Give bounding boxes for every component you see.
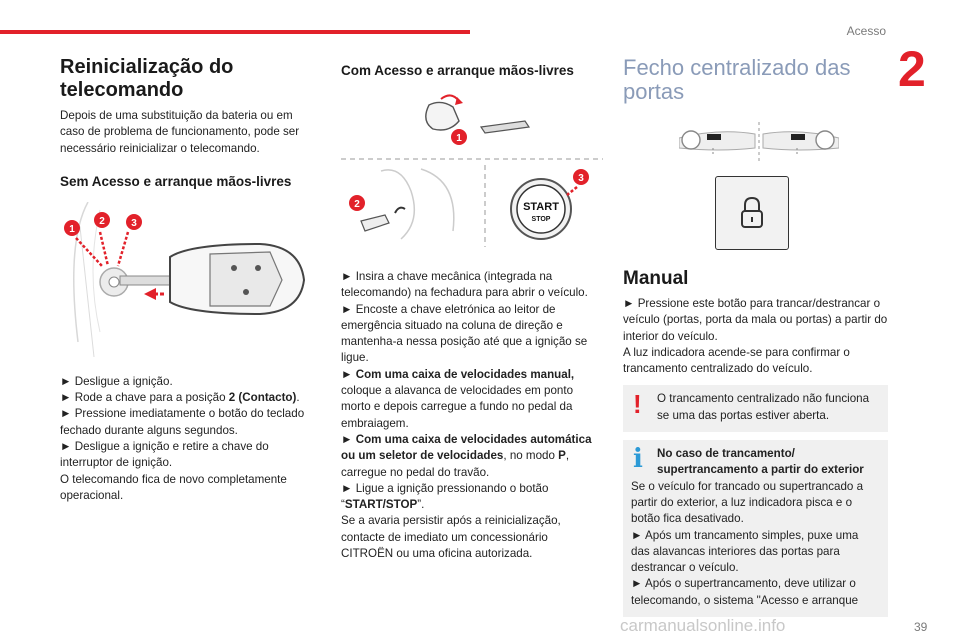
keyless-subtitle: Com Acesso e arranque mãos-livres [341,63,574,78]
keyless-illustration [341,91,603,247]
column-left [60,56,320,504]
central-locking-title: Fecho centralizado das portas [623,55,851,104]
step-start-stop: ► Ligue a ignição pressionando o botão “START/STOP”. [341,481,549,512]
dashboard-location-illustration [679,122,888,162]
info-icon: i [633,444,643,475]
info-text-1: Se o veículo for trancado ou supertrancado a partir do exterior, a luz indicadora pisca e o botão fica desativado. [631,479,864,526]
watermark: carmanualsonline.info [620,616,786,635]
key-ignition-illustration [60,202,320,364]
callout-2: 2 [99,215,105,227]
step-automatic-gearbox: ► Com uma caixa de velocidades automática ou um seletor de velocidades, no modo P, carregue no pedal do travão. [341,432,592,479]
step-insert-key: ► Insira a chave mecânica (integrada na telecomando) na fechadura para abrir o veículo. [341,270,588,300]
step-operational: O telecomando fica de novo completamente operacional. [60,472,287,502]
manual-steps [623,296,888,377]
step-manual-gearbox: ► Com uma caixa de velocidades manual, coloque a alavanca de velocidades em ponto morto e depois carregue a fundo no pedal da embraiagem. [341,367,575,430]
no-keyless-subtitle: Sem Acesso e arranque mãos-livres [60,173,292,189]
no-keyless-steps [60,374,320,504]
warning-icon: ! [633,389,642,420]
fault-persists: Se a avaria persistir após a reinicialização, contacte de imediato um concessionário CITROËN ou uma oficina autorizada. [341,514,561,561]
info-text-3: ► Após o supertrancamento, deve utilizar o telecomando, o sistema "Acesso e arranque [631,577,859,607]
chapter-number: 2 [898,41,926,97]
callout-1: 1 [69,223,75,235]
info-title: No caso de trancamento/ supertrancamento a partir do exterior [657,447,864,477]
page-number: 39 [914,620,928,634]
callout-3: 3 [131,217,137,229]
lock-button[interactable] [715,176,789,250]
info-text-2: ► Após um trancamento simples, puxe uma das alavancas interiores das portas para destrancar o veículo. [631,528,859,575]
callout-3: 3 [578,173,584,184]
step-ignition-off: ► Desligue a ignição. [60,374,173,388]
step-emergency-reader: ► Encoste a chave eletrónica ao leitor de emergência situado na coluna de direção e mantenha-a nessa posição até que a ignição se ligue. [341,302,588,365]
step-press-button: ► Pressione imediatamente o botão do teclado fechado durante alguns segundos. [60,407,305,437]
keyless-steps [341,269,603,562]
top-accent-bar [0,30,470,34]
press-lock-button: ► Pressione este botão para trancar/destrancar o veículo (portas, porta da mala ou portas) a partir do interior do veículo. [623,297,888,343]
info-note [623,440,888,617]
indicator-confirm: A luz indicadora acende-se para confirmar o trancamento centralizado do veículo. [623,345,850,376]
step-remove-key: ► Desligue a ignição e retire a chave do interruptor de ignição. [60,440,269,470]
section-name: Acesso [846,24,886,38]
column-middle [341,56,603,562]
manual-heading: Manual [623,268,689,289]
column-right [623,56,888,617]
start-label: START [523,201,559,213]
callout-2: 2 [354,199,360,210]
stop-label: STOP [531,216,551,223]
warning-text: O trancamento centralizado não funciona se uma das portas estiver aberta. [657,392,870,422]
warning-note [623,385,888,432]
remote-reset-title: Reinicialização do telecomando [60,56,234,101]
remote-reset-intro: Depois de uma substituição da bateria ou em caso de problema de funcionamento, pode ser necessário reinicializar o telecomando. [60,109,300,155]
step-turn-key: ► Rode a chave para a posição 2 (Contacto). [60,391,300,405]
lock-icon [716,177,788,249]
callout-1: 1 [456,133,462,144]
